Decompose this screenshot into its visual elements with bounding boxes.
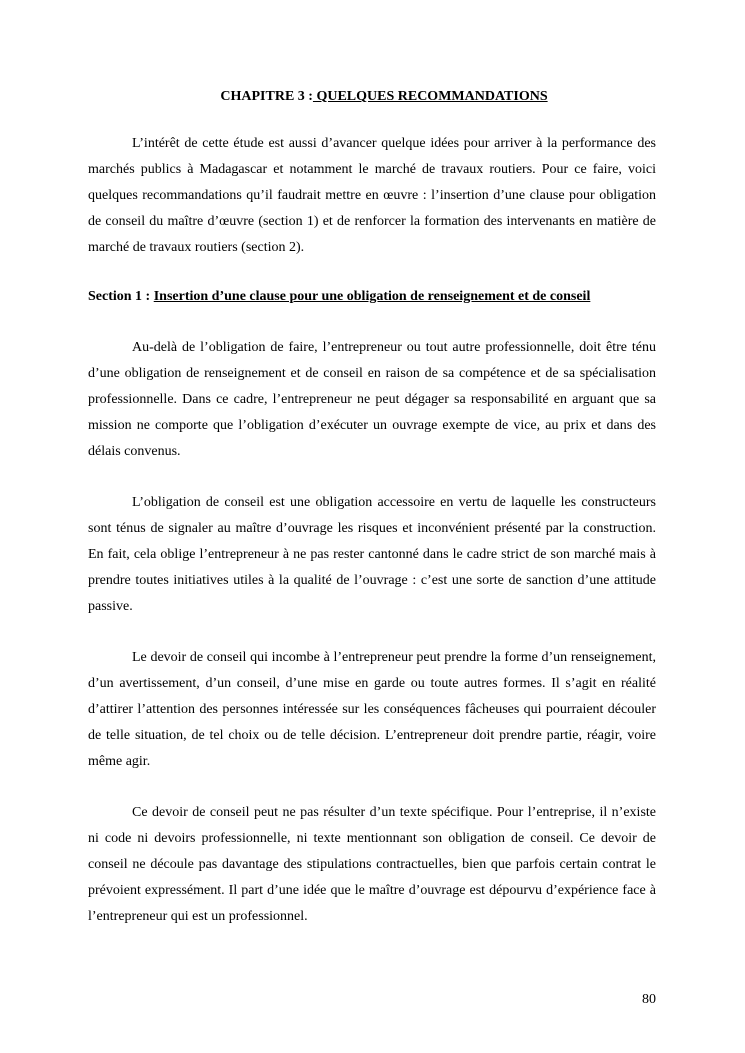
page-number: 80 [642, 992, 656, 1007]
body-paragraph: L’obligation de conseil est une obligation accessoire en vertu de laquelle les constructeurs sont ténus de signaler au maître d’ouvrage les risques et inconvénient présenté par la construction. En fait, cela oblige l’entrepreneur à ne pas rester cantonné dans le cadre strict de son marché mais à prendre toutes initiatives utiles à la qualité de l’ouvrage : c’est une sorte de sanction d’une attitude passive. [88, 495, 656, 614]
intro-paragraph: L’intérêt de cette étude est aussi d’avancer quelque idées pour arriver à la performance des marchés publics à Madagascar et notamment le marché de travaux routiers. Pour ce faire, voici quelques recommandations qu’il faudrait mettre en œuvre : l’insertion d’une clause pour obligation de conseil du maître d’œuvre (section 1) et de renforcer la formation des intervenants en matière de marché de travaux routiers (section 2). [88, 136, 656, 255]
page-content [88, 86, 656, 955]
chapter-title-text: QUELQUES RECOMMANDATIONS [312, 89, 548, 104]
section-label: Section 1 : [88, 289, 151, 304]
chapter-label: CHAPITRE 3 : [220, 89, 313, 104]
chapter-title [88, 86, 656, 108]
body-paragraph: Au-delà de l’obligation de faire, l’entrepreneur ou tout autre professionnelle, doit être ténu d’une obligation de renseignement et de conseil en raison de sa compétence et de sa spécialisation professionnelle. Dans ce cadre, l’entrepreneur ne peut dégager sa responsabilité en arguant que sa mission ne comporte que l’obligation d’exécuter un ouvrage exempte de vice, au prix et dans des délais convenus. [88, 340, 656, 459]
section-heading [88, 286, 656, 308]
section-title: Insertion d’une clause pour une obligation de renseignement et de conseil [153, 289, 591, 304]
body-paragraph: Ce devoir de conseil peut ne pas résulter d’un texte spécifique. Pour l’entreprise, il n’existe ni code ni devoirs professionnelle, ni texte mentionnant son obligation de conseil. Ce devoir de conseil ne découle pas davantage des stipulations contractuelles, bien que parfois certain contrat le prévoient expressément. Il part d’une idée que le maître d’ouvrage est dépourvu d’expérience face à l’entrepreneur qui est un professionnel. [88, 805, 656, 924]
body-paragraph: Le devoir de conseil qui incombe à l’entrepreneur peut prendre la forme d’un renseignement, d’un avertissement, d’un conseil, d’une mise en garde ou toute autres formes. Il s’agit en réalité d’attirer l’attention des personnes intéressée sur les conséquences fâcheuses qui pourraient découler de telle situation, de tel choix ou de telle décision. L’entrepreneur doit prendre partie, réagir, voire même agir. [88, 650, 656, 769]
